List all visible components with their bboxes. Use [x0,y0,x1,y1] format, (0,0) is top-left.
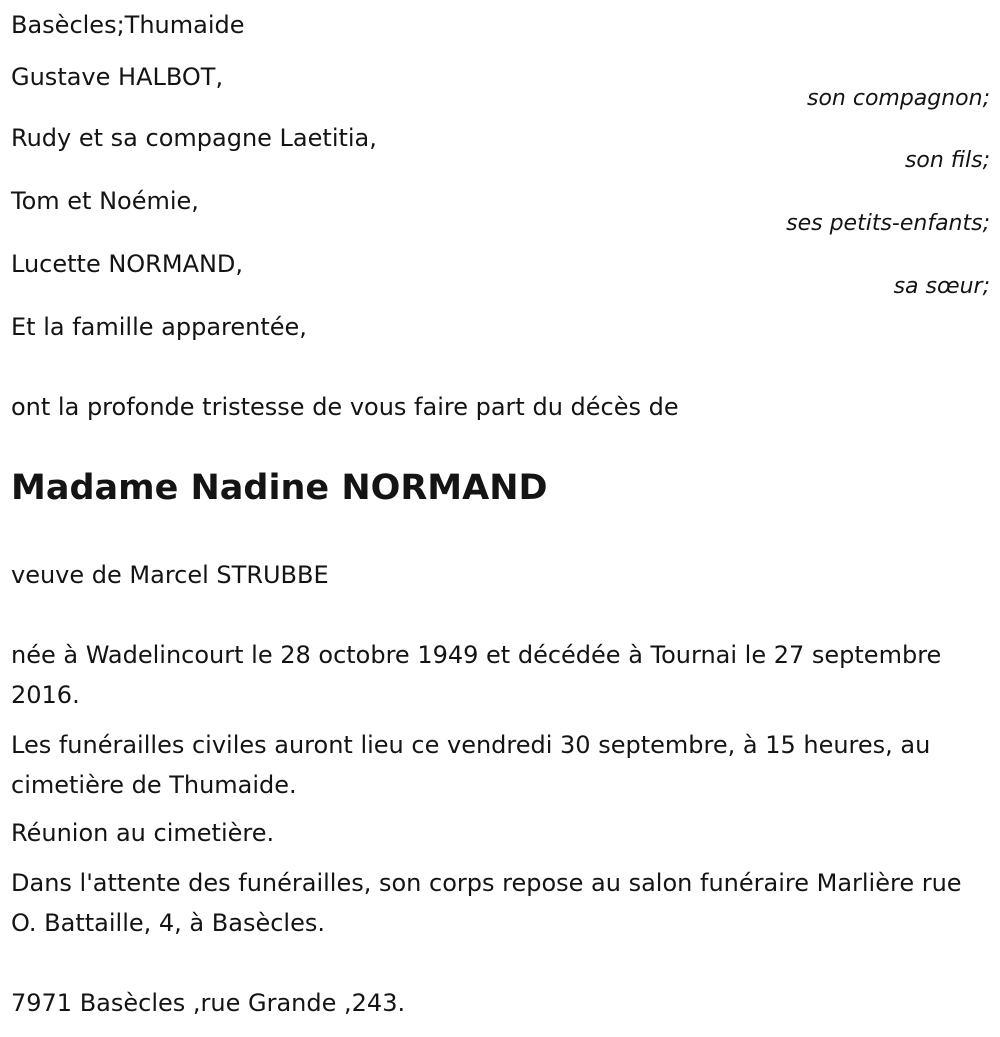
family-member-name: Gustave HALBOT, [11,63,224,91]
family-member-relation: son compagnon; [806,86,990,111]
family-member-relation: son fils; [904,148,990,173]
family-member-name: Lucette NORMAND, [11,250,244,278]
birth-death-text: née à Wadelincourt le 28 octobre 1949 et décédée à Tournai le 27 septembre 2016. [11,641,942,709]
family-member-name: Tom et Noémie, [11,187,199,215]
location-header: Basècles;Thumaide [11,11,245,39]
family-member-relation: ses petits-enfants; [786,211,990,236]
announcement-text: ont la profonde tristesse de vous faire part du décès de [11,393,679,421]
family-member-relation: sa sœur; [893,274,990,299]
family-member-name: Et la famille apparentée, [11,313,307,341]
widow-of-text: veuve de Marcel STRUBBE [11,561,329,589]
deceased-name: Madame Nadine NORMAND [11,468,548,508]
meeting-text: Réunion au cimetière. [11,819,275,847]
address-text: 7971 Basècles ,rue Grande ,243. [11,989,406,1017]
family-member-name: Rudy et sa compagne Laetitia, [11,124,377,152]
funeral-text: Les funérailles civiles auront lieu ce vendredi 30 septembre, à 15 heures, au cimetière de Thumaide. [11,731,931,799]
viewing-text: Dans l'attente des funérailles, son corps repose au salon funéraire Marlière rue O. Battaille, 4, à Basècles. [11,869,962,937]
